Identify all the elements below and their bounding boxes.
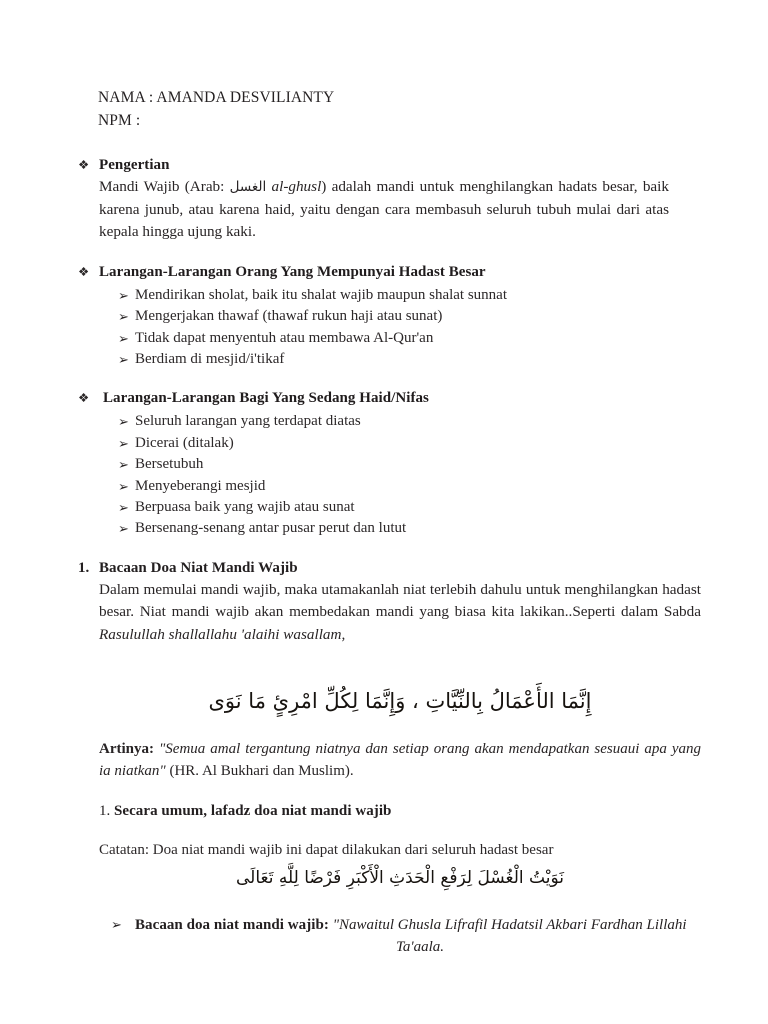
artinya-source: (HR. Al Bukhari dan Muslim). bbox=[169, 763, 354, 780]
final-bacaan-value-line1: "Nawaitul Ghusla Lifrafil Hadatsil Akbari Fardhan Lillahi bbox=[332, 916, 687, 933]
bacaan-paragraph-text: Dalam memulai mandi wajib, maka utamakanlah niat terlebih dahulu untuk menghilangkan hadast besar. Niat mandi wajib akan membedakan mandi yang biasa kita lakikan..Seperti dalam Sabda bbox=[99, 580, 701, 621]
bacaan-paragraph-italic: Rasulullah shallallahu 'alaihi wasallam, bbox=[99, 626, 346, 644]
arabic-term-alghusl: الغسل bbox=[229, 179, 267, 195]
spacer bbox=[78, 540, 690, 557]
list-item bbox=[78, 411, 690, 432]
spacer bbox=[78, 783, 690, 800]
subheading-number: 1. bbox=[99, 802, 111, 819]
artinya-block bbox=[99, 738, 701, 783]
spacer bbox=[78, 669, 690, 681]
diamond-bullet-icon: ❖ bbox=[78, 264, 90, 279]
spacer bbox=[78, 647, 690, 669]
list-number: 1. bbox=[78, 559, 90, 576]
list-item bbox=[78, 497, 690, 518]
arrow-bullet-icon: ➢ bbox=[118, 414, 129, 430]
list-item bbox=[78, 328, 690, 349]
section-heading-larangan-haid bbox=[78, 387, 690, 409]
subheading-label: Secara umum, lafadz doa niat mandi wajib bbox=[114, 802, 392, 819]
heading-label: Pengertian bbox=[99, 157, 170, 173]
pengertian-paragraph bbox=[99, 176, 669, 244]
spacer bbox=[78, 895, 690, 912]
arrow-bullet-icon: ➢ bbox=[118, 435, 129, 451]
student-npm-line: NPM : bbox=[98, 112, 141, 129]
arabic-niat-text: نَوَيْتُ الْغُسْلَ لِرَفْعِ الْحَدَثِ الْأَكْبَرِ فَرْضًا لِلَّهِ تَعَالَى bbox=[236, 867, 564, 888]
list-item-label: Tidak dapat menyentuh atau membawa Al-Qur'an bbox=[135, 329, 434, 346]
subheading-secara-umum bbox=[99, 800, 690, 822]
list-item bbox=[78, 476, 690, 497]
list-item-label: Berdiam di mesjid/i'tikaf bbox=[135, 351, 285, 367]
spacer bbox=[78, 721, 690, 738]
list-item-label: Berpuasa baik yang wajib atau sunat bbox=[135, 499, 355, 516]
larangan-haid-list bbox=[78, 411, 690, 539]
list-item bbox=[78, 518, 690, 539]
list-item-label: Seluruh larangan yang terdapat diatas bbox=[135, 413, 361, 430]
arrow-bullet-icon: ➢ bbox=[118, 309, 129, 325]
spacer bbox=[78, 132, 690, 154]
list-item-label: Bersenang-senang antar pusar perut dan lutut bbox=[135, 520, 407, 537]
list-item bbox=[78, 433, 690, 454]
bacaan-paragraph bbox=[99, 579, 701, 647]
list-item-label: Menyeberangi mesjid bbox=[135, 477, 266, 494]
arrow-bullet-icon: ➢ bbox=[118, 521, 129, 537]
list-item-label: Dicerai (ditalak) bbox=[135, 434, 234, 451]
arrow-bullet-icon: ➢ bbox=[118, 457, 129, 473]
section-heading-bacaan bbox=[78, 557, 690, 579]
spacer bbox=[78, 244, 690, 261]
artinya-label: Artinya: bbox=[99, 740, 154, 757]
list-item-label: Mendirikan sholat, baik itu shalat wajib maupun shalat sunnat bbox=[135, 286, 508, 303]
artinya-quote: "Semua amal tergantung niatnya dan setiap orang akan mendapatkan sesuaui apa yang ia niatkan" bbox=[99, 740, 702, 780]
arrow-bullet-icon: ➢ bbox=[118, 330, 129, 346]
arabic-hadith-text: إِنَّمَا الأَعْمَالُ بِالنِّيَّاتِ ، وَإِنَّمَا لِكُلِّ امْرِئٍ مَا نَوَى bbox=[208, 688, 592, 713]
arrow-bullet-icon: ➢ bbox=[118, 500, 129, 516]
list-item-label: Mengerjakan thawaf (thawaf rukun haji atau sunat) bbox=[135, 308, 443, 325]
final-bacaan-value-line2: Ta'aala. bbox=[395, 938, 445, 955]
diamond-bullet-icon: ❖ bbox=[78, 158, 90, 172]
heading-label: Larangan-Larangan Orang Yang Mempunyai Hadast Besar bbox=[99, 263, 486, 280]
catatan-text: Catatan: Doa niat mandi wajib ini dapat dilakukan dari seluruh hadast besar bbox=[99, 841, 554, 858]
spacer bbox=[78, 370, 690, 387]
heading-label: Larangan-Larangan Bagi Yang Sedang Haid/Nifas bbox=[103, 390, 429, 407]
diamond-bullet-icon: ❖ bbox=[78, 391, 90, 406]
list-item-label: Bersetubuh bbox=[135, 456, 204, 473]
arrow-bullet-icon: ➢ bbox=[111, 916, 122, 932]
heading-label: Bacaan Doa Niat Mandi Wajib bbox=[99, 559, 298, 576]
arrow-bullet-icon: ➢ bbox=[118, 478, 129, 494]
arrow-bullet-icon: ➢ bbox=[118, 352, 129, 367]
list-item bbox=[78, 454, 690, 475]
student-name-line: NAMA : AMANDA DESVILIANTY bbox=[98, 89, 335, 106]
larangan-hadast-list bbox=[78, 285, 690, 371]
pengertian-text-before: Mandi Wajib (Arab: bbox=[99, 178, 230, 195]
transliteration-alghusl: al-ghusl bbox=[271, 178, 322, 195]
pengertian-text-after: ) adalah mandi untuk menghilangkan hadats besar, baik karena junub, atau karena haid, yaitu dengan cara membasuh seluruh tubuh mulai dari atas kepala hingga ujung kaki. bbox=[99, 178, 669, 241]
spacer bbox=[78, 822, 690, 839]
document-content bbox=[78, 86, 702, 958]
final-bacaan-bullet bbox=[78, 914, 745, 958]
section-heading-larangan-hadast bbox=[78, 261, 690, 283]
list-item bbox=[78, 285, 690, 306]
final-bacaan-label: Bacaan doa niat mandi wajib: bbox=[135, 916, 329, 933]
list-item bbox=[78, 349, 690, 370]
arrow-bullet-icon: ➢ bbox=[118, 287, 129, 303]
list-item bbox=[78, 306, 690, 327]
section-heading-pengertian bbox=[78, 154, 690, 176]
